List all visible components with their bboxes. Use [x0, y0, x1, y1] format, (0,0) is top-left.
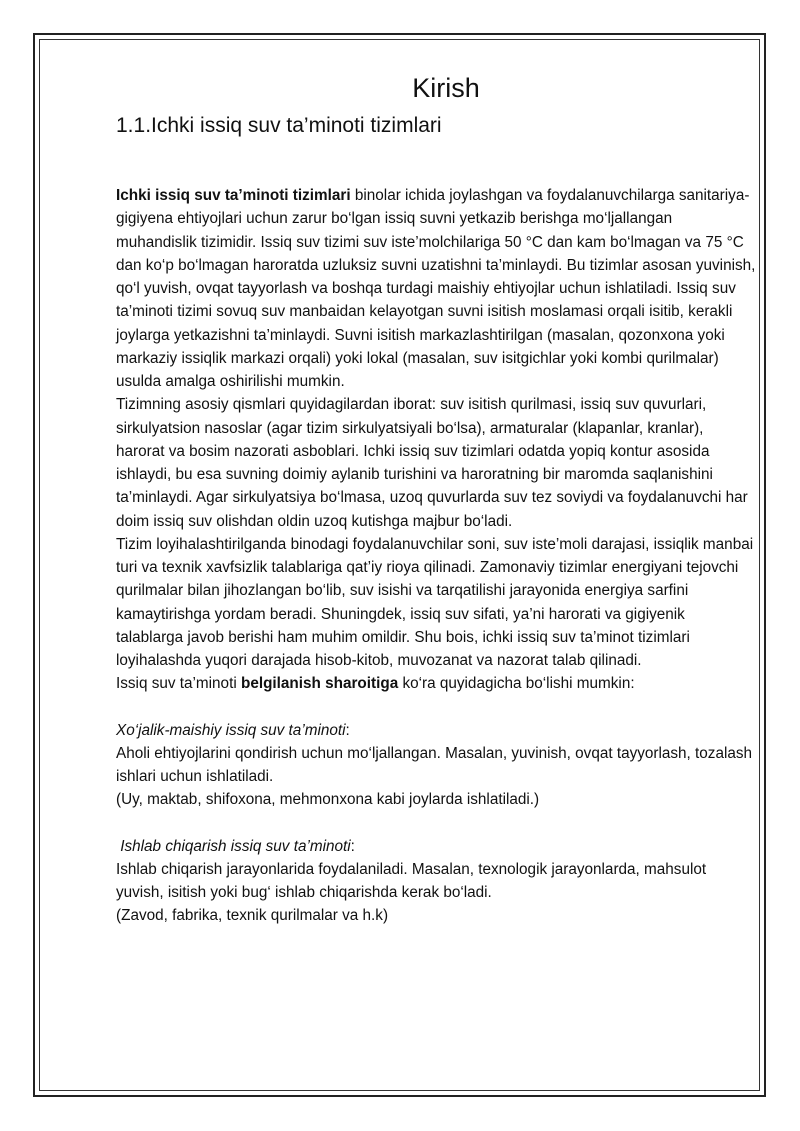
document-body — [116, 70, 756, 928]
classification-prefix: Issiq suv ta’minoti — [116, 675, 241, 693]
spacer — [116, 696, 756, 719]
classification-bold: belgilanish sharoitiga — [240, 675, 399, 693]
type-name: Ishlab chiqarish issiq suv ta’minoti — [116, 837, 351, 855]
intro-paragraph — [116, 184, 756, 393]
paragraph-design: Tizim loyihalashtirilganda binodagi foydalanuvchilar soni, suv iste’moli darajasi, issiqlik manbai turi va texnik xavfsizlik talablariga qat’iy rioya qilinadi. Zamonaviy tizimlar energiyani tejovchi qurilmalar bilan jihozlangan bo‘lib, suv isishi va tarqatilishi jarayonida energiya sarfini kamaytirishga yordam beradi. Shuningdek, issiq suv sifati, ya’ni harorati va gigiyenik talablarga javob berishi ham muhim omildir. Shu bois, ichki issiq suv ta’minot tizimlari loyihalashda yuqori darajada hisob-kitob, muvozanat va nazorat talab qilinadi. — [116, 535, 754, 669]
type-colon: : — [345, 721, 350, 739]
paragraph-components: Tizimning asosiy qismlari quyidagilardan iborat: suv isitish qurilmasi, issiq suv quvurlari, sirkulyatsion nasoslar (agar tizim sirkulyatsiyali bo‘lsa), armaturalar (klapanlar, kranlar), harorat va bosim nazorati asboblari. Ichki issiq suv tizimlari odatda yopiq kontur asosida ishlaydi, bu esa suvning doimiy aylanib turishini va haroratning bir maromda saqlanishini ta’minlaydi. Agar sirkulyatsiya bo‘lmasa, uzoq quvurlarda suv tez soviydi va foydalanuvchi har doim issiq suv olishdan oldin uzoq kutishga majbur bo‘ladi. — [116, 396, 748, 530]
section-heading: 1.1.Ichki issiq suv ta’minoti tizimlari — [116, 114, 442, 137]
type-description-household: Aholi ehtiyojlarini qondirish uchun mo‘ljallangan. Masalan, yuvinish, ovqat tayyorlash, tozalash ishlari uchun ishlatiladi. — [116, 744, 753, 785]
type-heading-household — [116, 719, 756, 742]
body-text — [116, 184, 756, 928]
page-title: Kirish — [412, 73, 480, 103]
classification-suffix: ko‘ra quyidagicha bo‘lishi mumkin: — [398, 675, 635, 693]
type-examples-industrial: (Zavod, fabrika, texnik qurilmalar va h.k) — [116, 907, 389, 925]
type-name: Xo‘jalik-maishiy issiq suv ta’minoti — [116, 721, 346, 739]
type-examples-household: (Uy, maktab, shifoxona, mehmonxona kabi joylarda ishlatiladi.) — [116, 791, 540, 809]
type-heading-industrial — [116, 835, 756, 858]
intro-bold-lead: Ichki issiq suv ta’minoti tizimlari — [116, 187, 351, 204]
type-colon: : — [350, 837, 355, 855]
classification-paragraph — [116, 672, 756, 695]
spacer — [116, 812, 756, 835]
intro-text: binolar ichida joylashgan va foydalanuvchilarga sanitariya-gigiyena ehtiyojlari uchun zarur bo‘lgan issiq suvni yetkazib berishga mo‘ljallangan muhandislik tizimidir. Issiq suv tizimi suv iste’molchilariga 50 °C dan kam bo‘lmagan va 75 °C dan ko‘p bo‘lmagan haroratda uzluksiz suvni uzatishni ta’minlaydi. Bu tizimlar asosan yuvinish, qo‘l yuvish, ovqat tayyorlash va boshqa turdagi maishiy ehtiyojlar uchun ishlatiladi. Issiq suv ta’minoti tizimi sovuq suv manbaidan kelayotgan suvni isitish moslamasi orqali isitib, kerakli joylarga yetkazishni ta’minlaydi. Suvni isitish markazlashtirilgan (masalan, qozonxona yoki markaziy issiqlik markazi orqali) yoki lokal (masalan, suv isitgichlar yoki kombi qurilmalar) usulda amalga oshirilishi mumkin. — [116, 187, 756, 390]
type-description-industrial: Ishlab chiqarish jarayonlarida foydalaniladi. Masalan, texnologik jarayonlarda, mahsulot yuvish, isitish yoki bug‘ ishlab chiqarishda kerak bo‘ladi. — [116, 860, 707, 901]
